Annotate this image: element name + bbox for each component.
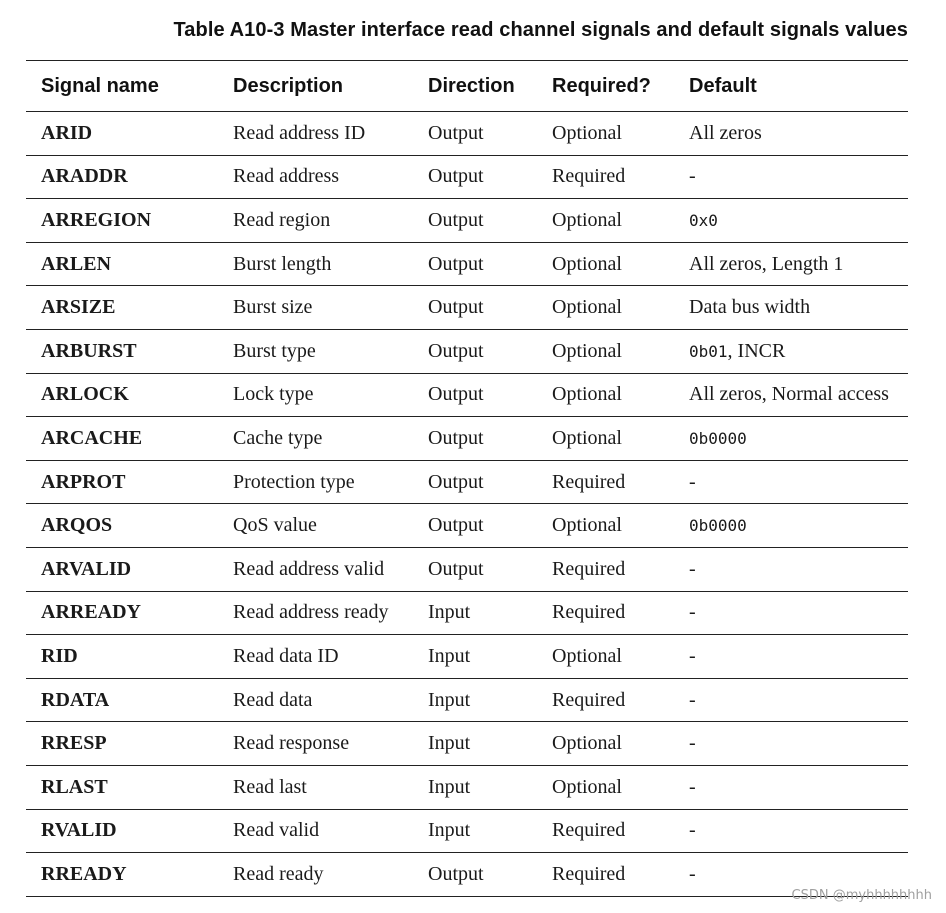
cell-description: Read data: [233, 688, 313, 711]
cell-description: Read valid: [233, 819, 320, 842]
cell-required: Required: [552, 165, 626, 188]
cell-required: Optional: [552, 514, 622, 537]
cell-description: Cache type: [233, 426, 323, 449]
cell-default: -: [689, 165, 696, 188]
cell-description: Protection type: [233, 470, 355, 493]
cell-default: [674, 199, 908, 243]
cell-default: -: [689, 557, 696, 580]
cell-signal-name: ARCACHE: [41, 426, 143, 449]
cell-required: Optional: [552, 208, 622, 231]
default-code-value: 0b0000: [689, 428, 747, 448]
cell-direction: Output: [428, 165, 484, 188]
cell-direction: Output: [428, 426, 484, 449]
cell-signal-name: ARREADY: [41, 601, 141, 624]
cell-direction: Input: [428, 775, 471, 798]
cell-description: QoS value: [233, 514, 317, 537]
cell-default: -: [689, 862, 696, 885]
cell-signal-name: ARADDR: [41, 165, 128, 188]
signals-table-container: [26, 60, 908, 897]
table-row: [26, 112, 908, 156]
cell-required: Optional: [552, 732, 622, 755]
header-row: [26, 61, 908, 112]
cell-description: Read address valid: [233, 557, 385, 580]
cell-signal-name: ARREGION: [41, 208, 152, 231]
cell-signal-name: ARVALID: [41, 557, 132, 580]
cell-required: Optional: [552, 252, 622, 275]
cell-required: Required: [552, 557, 626, 580]
cell-direction: Output: [428, 296, 484, 319]
table-row: [26, 809, 908, 853]
table-row: [26, 853, 908, 897]
header-description: Description: [233, 74, 344, 97]
table-row: [26, 155, 908, 199]
default-code-value: 0b0000: [689, 516, 747, 536]
cell-description: Burst length: [233, 252, 332, 275]
cell-direction: Output: [428, 339, 484, 362]
cell-direction: Input: [428, 732, 471, 755]
table-body: [26, 112, 908, 897]
table-row: [26, 460, 908, 504]
cell-direction: Input: [428, 644, 471, 667]
cell-default: -: [689, 470, 696, 493]
cell-signal-name: ARLEN: [41, 252, 112, 275]
cell-required: Optional: [552, 644, 622, 667]
cell-default: -: [689, 819, 696, 842]
cell-default: [674, 329, 908, 373]
cell-default: [674, 504, 908, 548]
cell-default: -: [689, 732, 696, 755]
cell-direction: Input: [428, 601, 471, 624]
cell-description: Read last: [233, 775, 307, 798]
table-row: [26, 547, 908, 591]
cell-required: Required: [552, 470, 626, 493]
table-row: [26, 678, 908, 722]
cell-description: Read address: [233, 165, 340, 188]
cell-description: Read region: [233, 208, 331, 231]
cell-direction: Input: [428, 688, 471, 711]
cell-direction: Output: [428, 514, 484, 537]
table-row: [26, 765, 908, 809]
table-row: [26, 635, 908, 679]
cell-signal-name: RDATA: [41, 688, 110, 711]
cell-default: -: [689, 688, 696, 711]
cell-required: Optional: [552, 775, 622, 798]
table-header: [26, 61, 908, 112]
cell-direction: Output: [428, 252, 484, 275]
cell-description: Read ready: [233, 862, 324, 885]
cell-signal-name: RRESP: [41, 732, 107, 755]
cell-required: Optional: [552, 339, 622, 362]
cell-required: Optional: [552, 121, 622, 144]
table-row: [26, 722, 908, 766]
table-row: [26, 286, 908, 330]
cell-signal-name: RID: [41, 644, 78, 667]
default-code-value: 0x0: [689, 210, 718, 230]
cell-description: Read data ID: [233, 644, 339, 667]
header-signal-name: Signal name: [41, 74, 159, 97]
table-row: [26, 242, 908, 286]
cell-direction: Output: [428, 208, 484, 231]
cell-signal-name: RLAST: [41, 775, 108, 798]
cell-default: Data bus width: [689, 296, 811, 319]
cell-required: Optional: [552, 296, 622, 319]
cell-signal-name: ARBURST: [41, 339, 137, 362]
signals-table: [26, 60, 908, 897]
cell-direction: Output: [428, 557, 484, 580]
cell-direction: Output: [428, 470, 484, 493]
default-text-value: , INCR: [727, 339, 786, 362]
cell-description: Lock type: [233, 383, 314, 406]
cell-direction: Output: [428, 121, 484, 144]
cell-description: Read address ID: [233, 121, 366, 144]
cell-direction: Output: [428, 862, 484, 885]
cell-default: All zeros, Length 1: [689, 252, 844, 275]
cell-required: Optional: [552, 383, 622, 406]
header-direction: Direction: [428, 74, 515, 97]
cell-default: All zeros, Normal access: [689, 383, 889, 406]
cell-required: Optional: [552, 426, 622, 449]
cell-required: Required: [552, 601, 626, 624]
table-row: [26, 417, 908, 461]
cell-description: Burst type: [233, 339, 316, 362]
table-row: [26, 373, 908, 417]
cell-default: -: [689, 601, 696, 624]
default-code-value: 0b01: [689, 341, 728, 361]
table-row: [26, 329, 908, 373]
watermark: CSDN @myhhhhhhhh: [791, 888, 932, 903]
cell-required: Required: [552, 819, 626, 842]
cell-description: Read response: [233, 732, 350, 755]
cell-signal-name: RVALID: [41, 819, 117, 842]
cell-signal-name: RREADY: [41, 862, 127, 885]
cell-signal-name: ARSIZE: [41, 296, 116, 319]
cell-signal-name: ARID: [41, 121, 93, 144]
cell-default: -: [689, 644, 696, 667]
cell-default: [674, 417, 908, 461]
cell-description: Read address ready: [233, 601, 389, 624]
table-row: [26, 199, 908, 243]
table-caption: Table A10-3 Master interface read channel signals and default signals values: [173, 19, 908, 41]
cell-direction: Input: [428, 819, 471, 842]
table-row: [26, 504, 908, 548]
cell-signal-name: ARLOCK: [41, 383, 129, 406]
cell-direction: Output: [428, 383, 484, 406]
cell-required: Required: [552, 862, 626, 885]
header-default: Default: [689, 74, 757, 97]
cell-required: Required: [552, 688, 626, 711]
cell-default: All zeros: [689, 121, 762, 144]
header-required: Required?: [552, 74, 651, 97]
cell-description: Burst size: [233, 296, 313, 319]
cell-signal-name: ARPROT: [41, 470, 126, 493]
cell-signal-name: ARQOS: [41, 514, 113, 537]
cell-default: -: [689, 775, 696, 798]
table-row: [26, 591, 908, 635]
